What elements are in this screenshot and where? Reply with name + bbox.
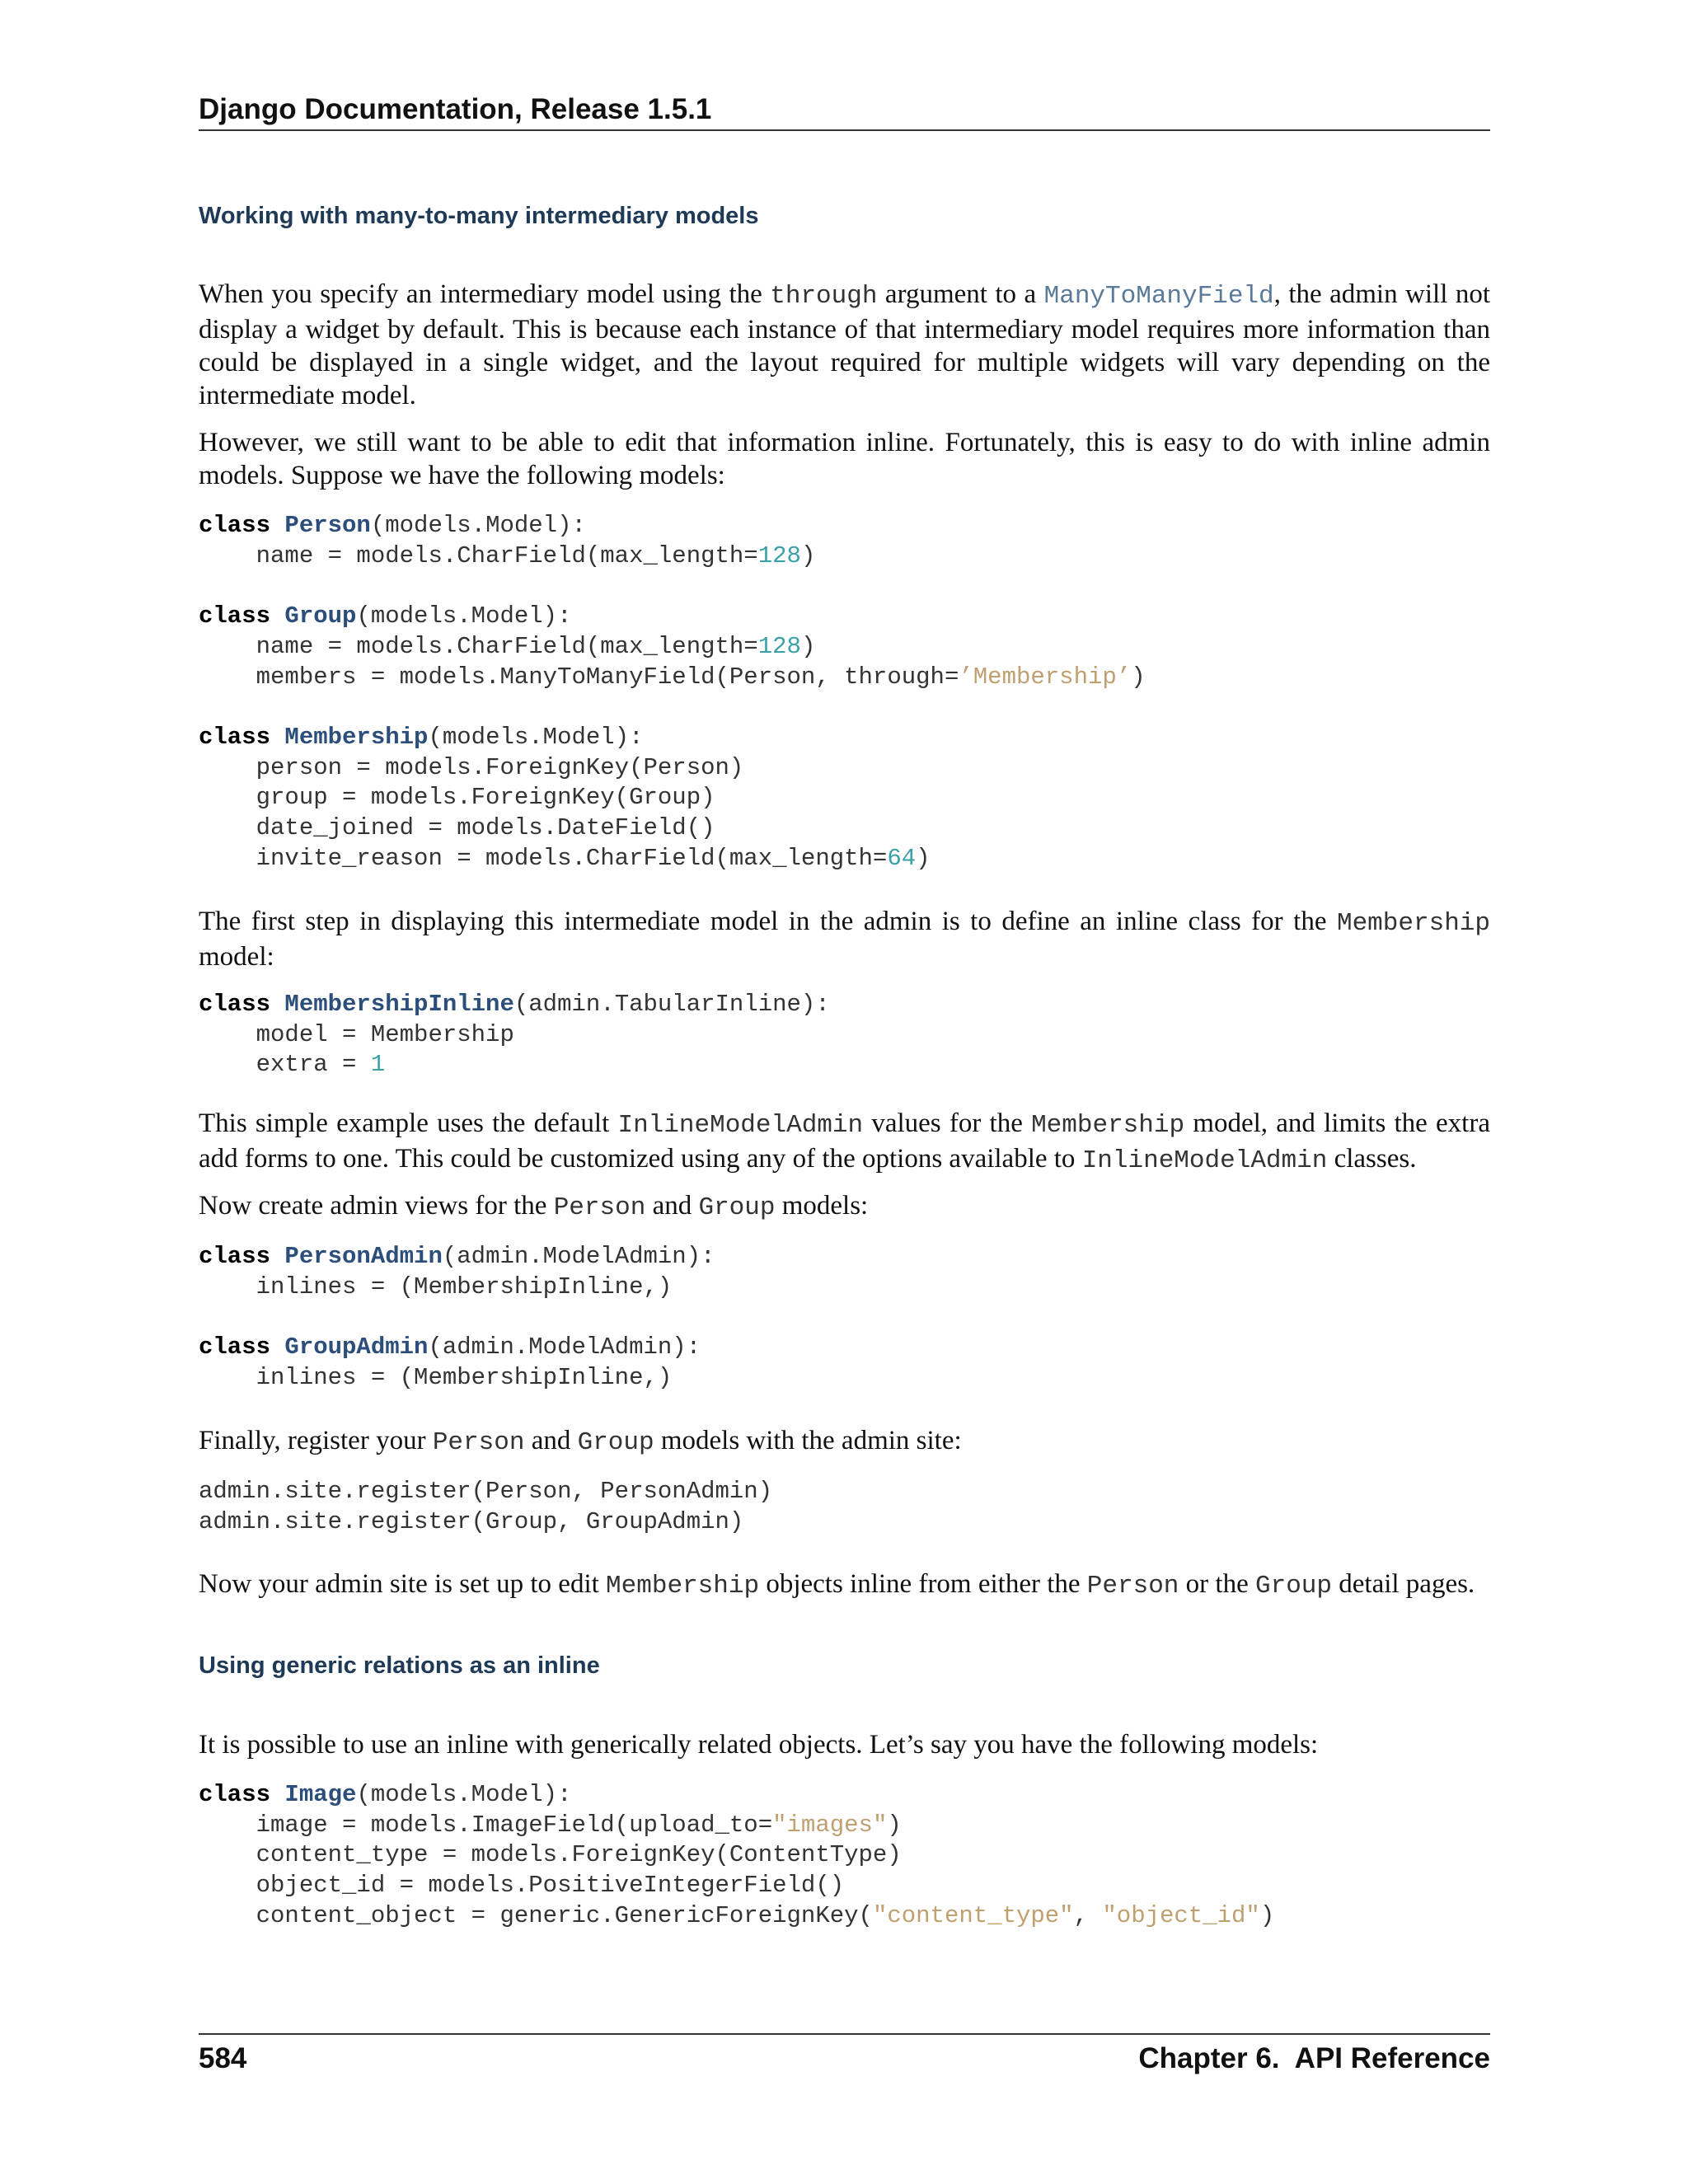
code-text: inlines = (MembershipInline,): [199, 1363, 673, 1391]
inline-code: Membership: [1031, 1111, 1185, 1140]
code-text: object_id = models.PositiveIntegerField(): [199, 1872, 845, 1900]
number-literal: 128: [757, 541, 801, 569]
string-literal: "images": [772, 1811, 888, 1839]
class-name: Membership: [284, 723, 429, 751]
code-text: model = Membership: [199, 1020, 514, 1048]
code-text: members = models.ManyToManyField(Person, through=: [199, 663, 959, 691]
section-heading-many-to-many: Working with many-to-many intermediary models: [199, 203, 759, 229]
code-block-register: [199, 1477, 1490, 1537]
paragraph-first-step: [199, 905, 1490, 973]
text: This simple example uses the default: [199, 1108, 618, 1138]
text: Now your admin site is set up to edit: [199, 1569, 607, 1599]
class-name: GroupAdmin: [284, 1333, 429, 1361]
text: Now create admin views for the: [199, 1191, 554, 1221]
number-literal: 1: [370, 1051, 386, 1079]
code-text: (models.Model):: [356, 1781, 572, 1808]
footer-rule: [199, 2033, 1490, 2035]
text: objects inline from either the: [759, 1569, 1087, 1599]
text: model:: [199, 942, 274, 972]
code-text: invite_reason = models.CharField(max_length=: [199, 844, 888, 872]
code-text: ): [1259, 1901, 1275, 1929]
keyword: class: [199, 723, 271, 751]
code-text: ): [1131, 663, 1146, 691]
paragraph-register: [199, 1424, 1490, 1460]
text: argument to a: [877, 279, 1044, 309]
class-name: PersonAdmin: [284, 1243, 443, 1270]
keyword: class: [199, 991, 271, 1018]
text: Finally, register your: [199, 1426, 433, 1455]
text: and: [645, 1191, 699, 1221]
text: When you specify an intermediary model using the: [199, 279, 771, 309]
keyword: class: [199, 1243, 271, 1270]
code-text: (admin.ModelAdmin):: [442, 1243, 715, 1270]
keyword: class: [199, 512, 271, 539]
section-heading-generic-relations: Using generic relations as an inline: [199, 1652, 600, 1679]
text: The first step in displaying this intermediate model in the admin is to define an inline class for the: [199, 907, 1337, 936]
code-text: ): [916, 844, 931, 872]
code-text: (admin.ModelAdmin):: [428, 1333, 701, 1361]
inline-code: InlineModelAdmin: [617, 1111, 864, 1140]
class-name: Group: [284, 602, 357, 630]
inline-code: Membership: [606, 1572, 760, 1601]
keyword: class: [199, 602, 271, 630]
code-text: inlines = (MembershipInline,): [199, 1272, 673, 1301]
code-block-admin-classes: [199, 1242, 1490, 1394]
text: values for the: [863, 1108, 1032, 1138]
code-text: person = models.ForeignKey(Person): [199, 753, 744, 781]
code-text: admin.site.register(Person, PersonAdmin): [199, 1478, 773, 1505]
code-text: ): [800, 632, 816, 660]
class-name: MembershipInline: [284, 991, 514, 1018]
chapter-title: Chapter 6. API Reference: [1138, 2042, 1490, 2074]
inline-code: Person: [1086, 1572, 1179, 1601]
inline-code: Person: [553, 1193, 646, 1222]
paragraph-inline-models: However, we still want to be able to edit that information inline. Fortunately, this is easy to do with inline admin models. Suppose we have the following models:: [199, 428, 1490, 490]
code-text: content_type = models.ForeignKey(ContentType): [199, 1841, 902, 1869]
code-block-membership-inline: [199, 990, 1490, 1080]
inline-code: Membership: [1336, 909, 1490, 938]
paragraph-simple-example: [199, 1107, 1490, 1178]
string-literal: ’Membership’: [959, 663, 1132, 691]
code-text: ): [887, 1811, 902, 1839]
inline-code: Group: [1254, 1572, 1332, 1601]
code-block-models: [199, 511, 1490, 874]
text: model, and limits the extra add forms to one. This could be customized using any of the options available to: [199, 1108, 1490, 1174]
code-text: group = models.ForeignKey(Group): [199, 784, 715, 812]
text: models:: [775, 1191, 869, 1221]
paragraph-admin-site-setup: [199, 1568, 1490, 1603]
text: models with the admin site:: [654, 1426, 962, 1455]
header-rule: [199, 129, 1490, 131]
paragraph-intro: [199, 278, 1490, 412]
text: classes.: [1327, 1144, 1417, 1174]
number-literal: 128: [757, 632, 801, 660]
text: detail pages.: [1332, 1569, 1475, 1599]
keyword: class: [199, 1333, 271, 1361]
paragraph-create-admin-views: [199, 1189, 1490, 1225]
text: , the admin will not display a widget by default. This is because each instance of that intermediary model requires more information than could be displayed in a single widget, and the layout required for multiple widgets will vary depending on the intermediate model.: [199, 279, 1491, 410]
code-text: content_object = generic.GenericForeignKey(: [199, 1901, 873, 1929]
text: or the: [1179, 1569, 1255, 1599]
code-text: ): [800, 541, 816, 569]
page-number: 584: [199, 2042, 247, 2074]
number-literal: 64: [887, 844, 917, 872]
code-text: name = models.CharField(max_length=: [199, 632, 758, 660]
code-text: (models.Model):: [370, 512, 586, 539]
inline-code: Group: [698, 1193, 776, 1222]
code-text: date_joined = models.DateField(): [199, 814, 715, 842]
code-text: (models.Model):: [428, 723, 644, 751]
string-literal: "content_type": [872, 1901, 1074, 1929]
code-text: admin.site.register(Group, GroupAdmin): [199, 1507, 744, 1535]
code-text: name = models.CharField(max_length=: [199, 541, 758, 569]
inline-code: Person: [432, 1428, 525, 1457]
class-name: Image: [284, 1781, 357, 1808]
manytomanyfield-link[interactable]: ManyToManyField: [1043, 282, 1274, 311]
inline-code: InlineModelAdmin: [1081, 1146, 1328, 1175]
keyword: class: [199, 1781, 271, 1808]
code-text: (models.Model):: [356, 602, 572, 630]
code-text: ,: [1073, 1901, 1103, 1929]
class-name: Person: [284, 512, 371, 539]
code-block-image-model: [199, 1780, 1490, 1932]
paragraph-generic-inline: It is possible to use an inline with generically related objects. Let’s say you have the following models:: [199, 1730, 1319, 1760]
code-text: image = models.ImageField(upload_to=: [199, 1811, 773, 1839]
inline-code: Group: [577, 1428, 654, 1457]
code-text: (admin.TabularInline):: [513, 991, 830, 1018]
code-text: extra =: [199, 1051, 371, 1079]
running-header: Django Documentation, Release 1.5.1: [199, 93, 712, 125]
inline-code: through: [770, 282, 878, 311]
string-literal: "object_id": [1102, 1901, 1260, 1929]
text: and: [524, 1426, 578, 1455]
